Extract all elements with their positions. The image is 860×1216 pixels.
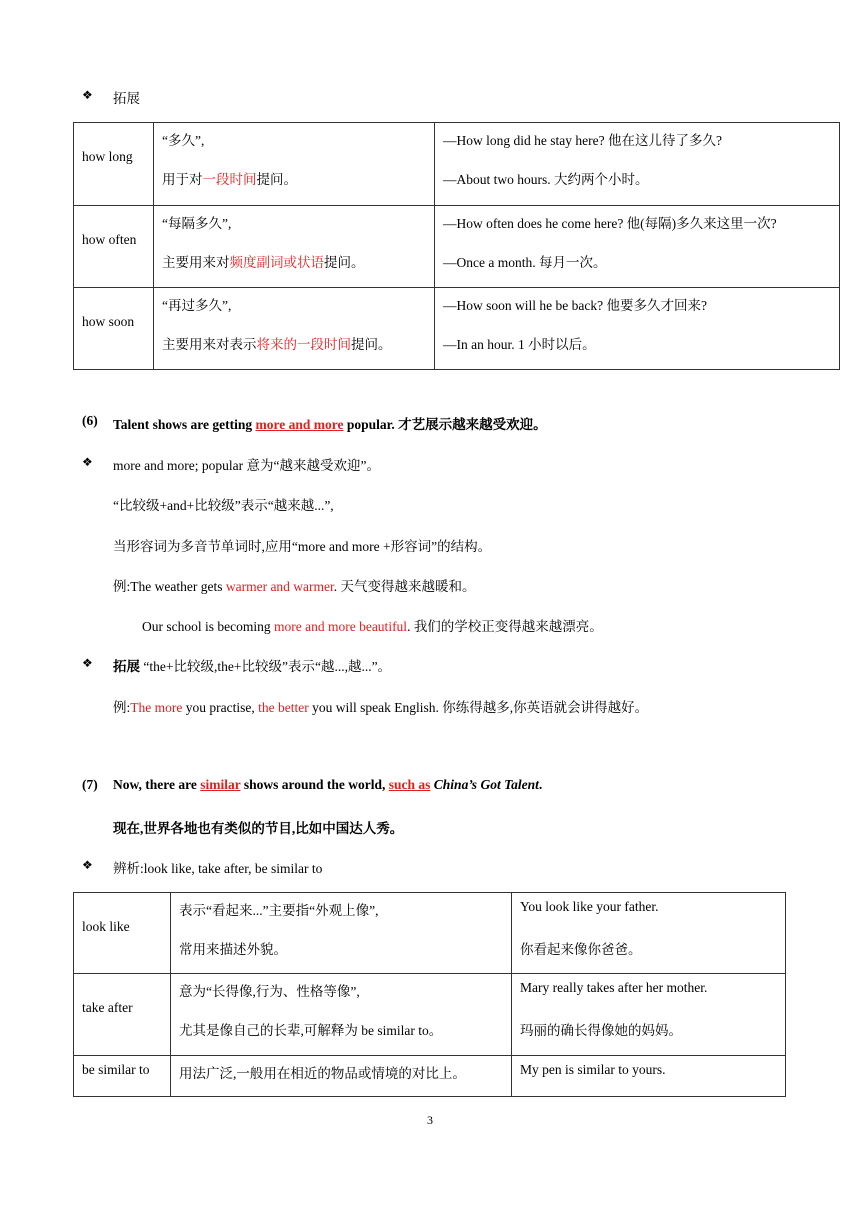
- example-line: 你看起来像你爸爸。: [520, 942, 642, 957]
- example-line: —How long did he stay here? 他在这儿待了多久?: [443, 133, 722, 148]
- meaning-line: 用法广泛,一般用在相近的物品或情境的对比上。: [179, 1066, 466, 1081]
- distinguish-heading: 辨析:look like, take after, be similar to: [113, 861, 323, 876]
- section-heading: 拓展: [113, 91, 140, 106]
- example-line: 例:The weather gets warmer and warmer. 天气变得越来越暖和。: [113, 579, 476, 594]
- meaning-line: “再过多久”,: [162, 298, 232, 313]
- example-line: Our school is becoming more and more beautiful. 我们的学校正变得越来越漂亮。: [142, 619, 603, 634]
- item-number: (6): [82, 413, 98, 428]
- example-line: —Once a month. 每月一次。: [443, 255, 607, 270]
- how-questions-table: [73, 122, 840, 370]
- term: how often: [82, 232, 137, 247]
- table-row: [74, 974, 786, 1056]
- meaning-line: “多久”,: [162, 133, 205, 148]
- bullet-icon: ❖: [82, 656, 93, 670]
- bullet-icon: ❖: [82, 858, 93, 872]
- example-line: —How often does he come here? 他(每隔)多久来这里一次?: [443, 216, 777, 231]
- meaning-line: 常用来描述外貌。: [179, 942, 287, 957]
- example-line: My pen is similar to yours.: [520, 1062, 666, 1077]
- term: take after: [82, 1000, 133, 1015]
- meaning-line: 表示“看起来...”主要指“外观上像”,: [179, 903, 379, 918]
- example-line: Mary really takes after her mother.: [520, 980, 708, 995]
- similarity-table: [73, 892, 786, 1097]
- table-row: [74, 206, 840, 288]
- item-number: (7): [82, 777, 98, 792]
- item-sentence: Now, there are similar shows around the world, such as China’s Got Talent.: [113, 777, 543, 792]
- example-line: —How soon will he be back? 他要多久才回来?: [443, 298, 707, 313]
- term: how long: [82, 149, 133, 164]
- term: how soon: [82, 314, 135, 329]
- meaning-line: 尤其是像自己的长辈,可解释为 be similar to。: [179, 1023, 443, 1038]
- example-line: —About two hours. 大约两个小时。: [443, 172, 649, 187]
- bullet-icon: ❖: [82, 88, 93, 102]
- example-line: You look like your father.: [520, 899, 659, 914]
- note-line: “比较级+and+比较级”表示“越来越...”,: [113, 498, 334, 513]
- term: look like: [82, 919, 130, 934]
- meaning-line: “每隔多久”,: [162, 216, 232, 231]
- extension-line: 拓展 “the+比较级,the+比较级”表示“越...,越...”。: [113, 659, 392, 674]
- meaning-line: 意为“长得像,行为、性格等像”,: [179, 984, 360, 999]
- example-line: —In an hour. 1 小时以后。: [443, 337, 596, 352]
- page-number: 3: [427, 1113, 433, 1127]
- item-translation: 现在,世界各地也有类似的节目,比如中国达人秀。: [113, 821, 404, 836]
- bullet-icon: ❖: [82, 455, 93, 469]
- example-line: 例:The more you practise, the better you will speak English. 你练得越多,你英语就会讲得越好。: [113, 700, 649, 715]
- note-line: 当形容词为多音节单词时,应用“more and more +形容词”的结构。: [113, 539, 492, 554]
- table-row: [74, 288, 840, 370]
- note-line: more and more; popular 意为“越来越受欢迎”。: [113, 458, 380, 473]
- table-row: [74, 123, 840, 206]
- item-sentence: Talent shows are getting more and more popular. 才艺展示越来越受欢迎。: [113, 417, 547, 432]
- example-line: 玛丽的确长得像她的妈妈。: [520, 1023, 682, 1038]
- meaning-line: 用于对一段时间提问。: [162, 172, 297, 187]
- table-row: [74, 893, 786, 974]
- term: be similar to: [82, 1062, 150, 1077]
- meaning-line: 主要用来对表示将来的一段时间提问。: [162, 337, 392, 352]
- meaning-line: 主要用来对频度副词或状语提问。: [162, 255, 365, 270]
- table-row: [74, 1056, 786, 1097]
